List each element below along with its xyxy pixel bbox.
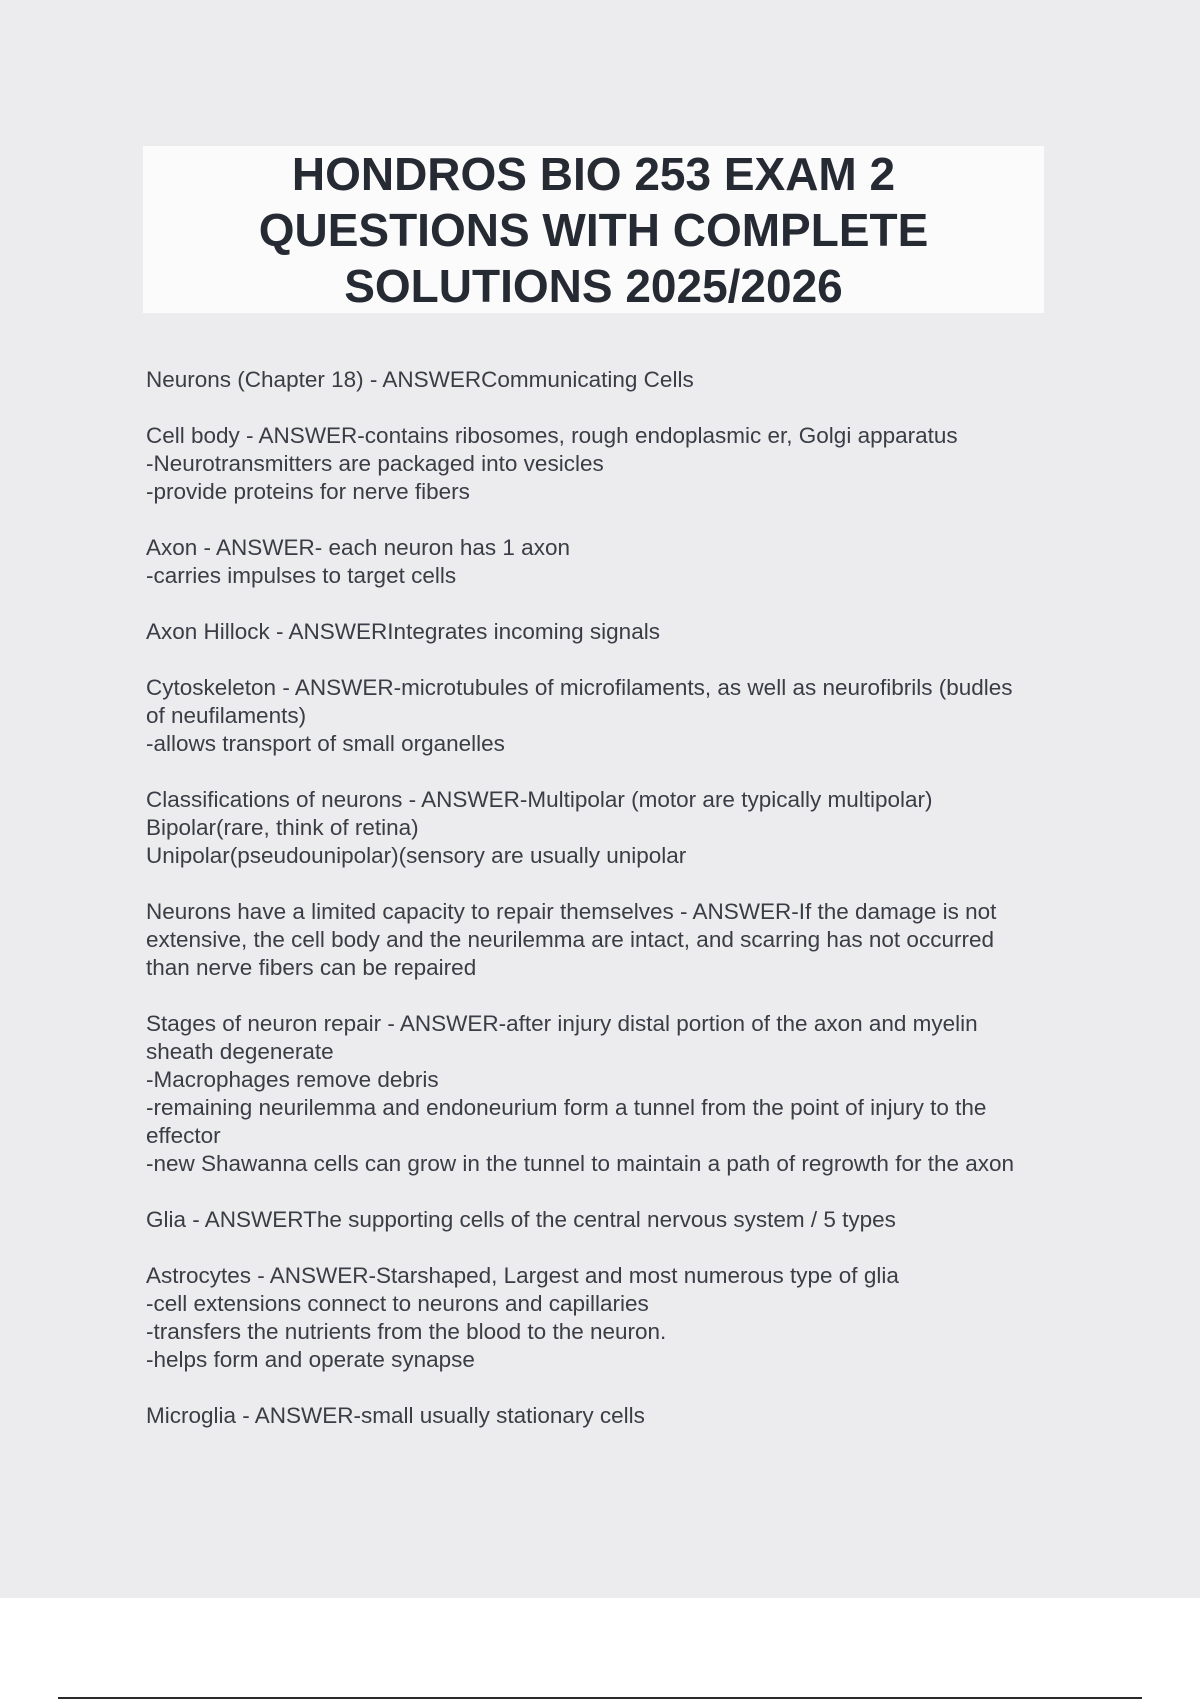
qa-text-line: Cytoskeleton - ANSWER-microtubules of microfilaments, as well as neurofibrils (budles [146,675,1013,700]
qa-entry-microglia [146,1402,1086,1430]
document-title-line: QUESTIONS WITH COMPLETE [258,203,929,256]
document-title-line: SOLUTIONS 2025/2026 [344,259,843,312]
qa-text-line: Stages of neuron repair - ANSWER-after injury distal portion of the axon and myelin [146,1011,978,1036]
qa-text-line: than nerve fibers can be repaired [146,955,477,980]
qa-text-line: -cell extensions connect to neurons and capillaries [146,1291,649,1316]
qa-text-line: Unipolar(pseudounipolar)(sensory are usually unipolar [146,843,687,868]
qa-list [146,366,1086,1458]
qa-text-line: Microglia - ANSWER-small usually stationary cells [146,1403,645,1428]
document-title-box [143,146,1044,313]
qa-entry-astrocytes [146,1262,1086,1374]
qa-text-line: -carries impulses to target cells [146,563,457,588]
qa-text-line: Neurons (Chapter 18) - ANSWERCommunicating Cells [146,367,694,392]
qa-entry-axon [146,534,1086,590]
qa-text-line: Bipolar(rare, think of retina) [146,815,419,840]
qa-text-line: -new Shawanna cells can grow in the tunnel to maintain a path of regrowth for the axon [146,1151,1015,1176]
qa-text-line: -allows transport of small organelles [146,731,505,756]
qa-entry-neurons [146,366,1086,394]
qa-text-line: of neufilaments) [146,703,307,728]
qa-text-line: -remaining neurilemma and endoneurium form a tunnel from the point of injury to the [146,1095,987,1120]
qa-text-line: -helps form and operate synapse [146,1347,475,1372]
qa-text-line: Classifications of neurons - ANSWER-Multipolar (motor are typically multipolar) [146,787,933,812]
qa-text-line: Cell body - ANSWER-contains ribosomes, rough endoplasmic er, Golgi apparatus [146,423,958,448]
qa-entry-cell-body [146,422,1086,506]
footer-divider [58,1697,1142,1699]
qa-text-line: -transfers the nutrients from the blood to the neuron. [146,1319,667,1344]
qa-text-line: effector [146,1123,221,1148]
qa-entry-axon-hillock [146,618,1086,646]
qa-entry-repair-capacity [146,898,1086,982]
qa-text-line: Axon Hillock - ANSWERIntegrates incoming signals [146,619,660,644]
qa-text-line: Neurons have a limited capacity to repair themselves - ANSWER-If the damage is not [146,899,997,924]
qa-text-line: -Neurotransmitters are packaged into vesicles [146,451,604,476]
qa-text-line: -Macrophages remove debris [146,1067,439,1092]
qa-entry-glia [146,1206,1086,1234]
qa-text-line: Astrocytes - ANSWER-Starshaped, Largest and most numerous type of glia [146,1263,899,1288]
qa-text-line: Glia - ANSWERThe supporting cells of the central nervous system / 5 types [146,1207,896,1232]
qa-entry-cytoskeleton [146,674,1086,758]
qa-text-line: Axon - ANSWER- each neuron has 1 axon [146,535,570,560]
qa-text-line: sheath degenerate [146,1039,334,1064]
qa-entry-classifications [146,786,1086,870]
qa-entry-repair-stages [146,1010,1086,1178]
qa-text-line: -provide proteins for nerve fibers [146,479,470,504]
qa-text-line: extensive, the cell body and the neurilemma are intact, and scarring has not occurred [146,927,994,952]
document-title-line: HONDROS BIO 253 EXAM 2 [291,147,896,200]
